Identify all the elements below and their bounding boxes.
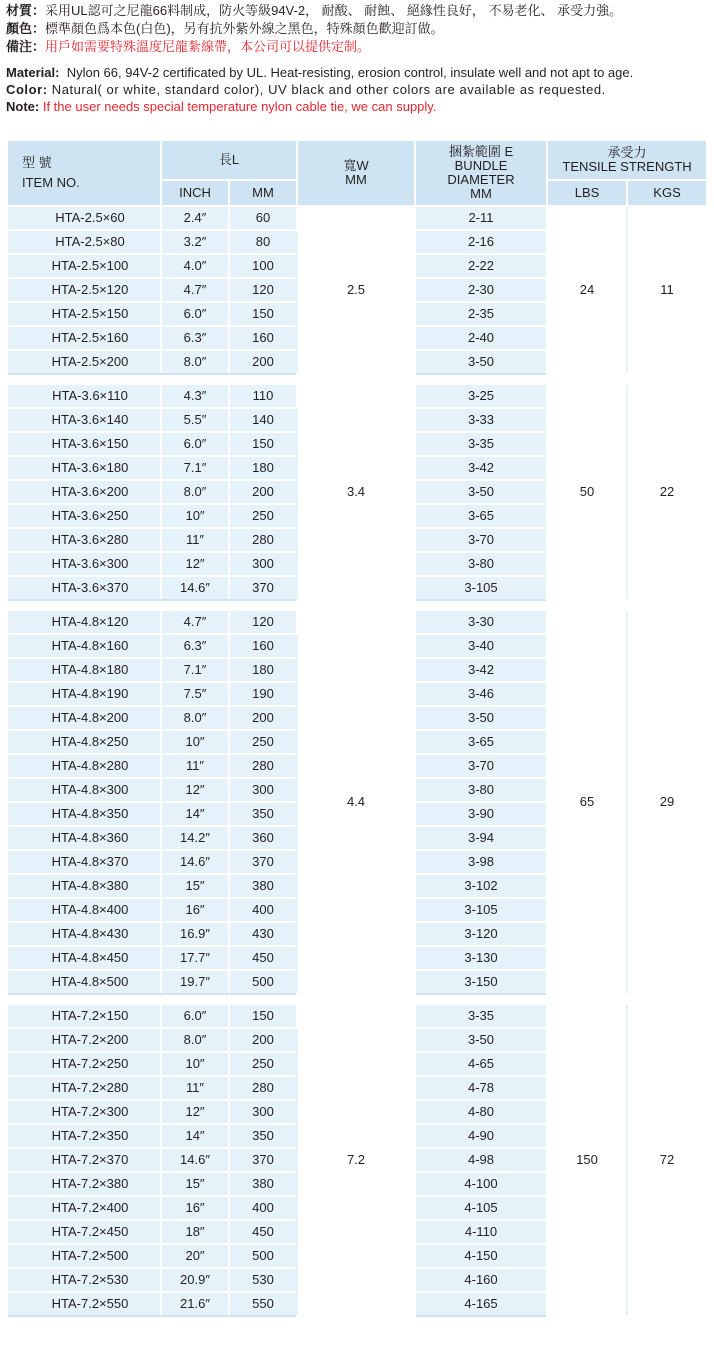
header-bundle-zh: 捆紮範圍 E (448, 144, 514, 159)
length-mm: 160 (229, 326, 297, 350)
tensile-lbs: 65 (547, 611, 627, 994)
length-mm: 450 (229, 946, 297, 970)
item-number: HTA-3.6×280 (8, 528, 161, 552)
length-inch: 4.0″ (161, 254, 229, 278)
length-inch: 4.7″ (161, 278, 229, 302)
header-bundle-unit: MM (470, 186, 492, 201)
item-number: HTA-7.2×250 (8, 1052, 161, 1076)
item-number: HTA-3.6×200 (8, 480, 161, 504)
bundle-diameter: 3-70 (415, 754, 547, 778)
length-mm: 550 (229, 1292, 297, 1316)
length-mm: 150 (229, 432, 297, 456)
length-mm: 280 (229, 528, 297, 552)
length-inch: 6.3″ (161, 634, 229, 658)
length-inch: 6.0″ (161, 302, 229, 326)
bundle-diameter: 4-80 (415, 1100, 547, 1124)
item-number: HTA-7.2×400 (8, 1196, 161, 1220)
length-inch: 12″ (161, 552, 229, 576)
note-en-text: If the user needs special temperature nylon cable tie, we can supply. (42, 99, 437, 114)
header-item (8, 141, 161, 206)
length-mm: 300 (229, 778, 297, 802)
length-inch: 16″ (161, 1196, 229, 1220)
length-inch: 4.3″ (161, 385, 229, 408)
remark-zh-text: 用戶如需要特殊溫度尼龍紮線帶，本公司可以提供定制。 (45, 39, 371, 54)
table-body (8, 206, 706, 1316)
length-inch: 10″ (161, 1052, 229, 1076)
bundle-diameter: 2-16 (415, 230, 547, 254)
length-mm: 200 (229, 350, 297, 374)
group-separator (8, 600, 706, 611)
material-zh-text: 采用UL認可之尼龍66料制成，防火等級94V-2， 耐酸、 耐蝕、 絕緣性良好， 不易老化、 承受力強。 (45, 3, 623, 18)
item-number: HTA-7.2×550 (8, 1292, 161, 1316)
length-inch: 12″ (161, 778, 229, 802)
tensile-kgs: 29 (627, 611, 706, 994)
material-en-line (6, 64, 714, 81)
length-mm: 190 (229, 682, 297, 706)
length-mm: 280 (229, 1076, 297, 1100)
bundle-diameter: 3-42 (415, 456, 547, 480)
length-inch: 17.7″ (161, 946, 229, 970)
bundle-diameter: 3-35 (415, 432, 547, 456)
width-value: 4.4 (297, 611, 415, 994)
length-inch: 6.3″ (161, 326, 229, 350)
item-number: HTA-4.8×430 (8, 922, 161, 946)
color-zh-label: 顏色： (6, 21, 46, 36)
bundle-diameter: 4-98 (415, 1148, 547, 1172)
length-mm: 300 (229, 1100, 297, 1124)
header-tensile-en: TENSILE STRENGTH (562, 159, 692, 174)
bundle-diameter: 3-50 (415, 1028, 547, 1052)
item-number: HTA-7.2×500 (8, 1244, 161, 1268)
bundle-diameter: 4-90 (415, 1124, 547, 1148)
length-inch: 11″ (161, 754, 229, 778)
item-number: HTA-7.2×300 (8, 1100, 161, 1124)
header-mm: MM (229, 180, 297, 206)
bundle-diameter: 3-25 (415, 385, 547, 408)
length-inch: 8.0″ (161, 350, 229, 374)
length-inch: 3.2″ (161, 230, 229, 254)
length-mm: 180 (229, 658, 297, 682)
item-number: HTA-3.6×250 (8, 504, 161, 528)
item-number: HTA-3.6×150 (8, 432, 161, 456)
cable-tie-spec-table (8, 141, 706, 1317)
item-number: HTA-4.8×500 (8, 970, 161, 994)
bundle-diameter: 3-50 (415, 706, 547, 730)
length-inch: 10″ (161, 730, 229, 754)
item-number: HTA-2.5×60 (8, 206, 161, 230)
length-inch: 7.1″ (161, 658, 229, 682)
length-inch: 8.0″ (161, 1028, 229, 1052)
bundle-diameter: 3-35 (415, 1005, 547, 1028)
bundle-diameter: 2-11 (415, 206, 547, 230)
length-mm: 300 (229, 552, 297, 576)
item-number: HTA-4.8×160 (8, 634, 161, 658)
item-number: HTA-2.5×160 (8, 326, 161, 350)
length-inch: 4.7″ (161, 611, 229, 634)
item-number: HTA-4.8×300 (8, 778, 161, 802)
bundle-diameter: 2-22 (415, 254, 547, 278)
bundle-diameter: 4-78 (415, 1076, 547, 1100)
bundle-diameter: 3-50 (415, 350, 547, 374)
length-inch: 14″ (161, 802, 229, 826)
item-number: HTA-4.8×350 (8, 802, 161, 826)
note-en-label: Note: (6, 99, 40, 114)
item-number: HTA-4.8×400 (8, 898, 161, 922)
length-inch: 12″ (161, 1100, 229, 1124)
length-mm: 200 (229, 706, 297, 730)
length-mm: 360 (229, 826, 297, 850)
length-inch: 6.0″ (161, 432, 229, 456)
remark-zh-label: 備注： (6, 39, 46, 54)
material-zh-line (6, 2, 714, 20)
bundle-diameter: 3-130 (415, 946, 547, 970)
bundle-diameter: 3-150 (415, 970, 547, 994)
header-item-zh: 型 號 (22, 155, 52, 170)
length-mm: 160 (229, 634, 297, 658)
bundle-diameter: 4-110 (415, 1220, 547, 1244)
length-mm: 150 (229, 302, 297, 326)
length-inch: 7.1″ (161, 456, 229, 480)
item-number: HTA-7.2×280 (8, 1076, 161, 1100)
bundle-diameter: 3-65 (415, 730, 547, 754)
bundle-diameter: 3-50 (415, 480, 547, 504)
length-inch: 15″ (161, 874, 229, 898)
length-mm: 400 (229, 1196, 297, 1220)
bundle-diameter: 4-165 (415, 1292, 547, 1316)
note-en-line (6, 98, 714, 115)
length-mm: 380 (229, 1172, 297, 1196)
bundle-diameter: 3-46 (415, 682, 547, 706)
table-row (8, 611, 706, 634)
item-number: HTA-4.8×450 (8, 946, 161, 970)
length-mm: 450 (229, 1220, 297, 1244)
item-number: HTA-4.8×190 (8, 682, 161, 706)
tensile-lbs: 24 (547, 206, 627, 374)
item-number: HTA-3.6×370 (8, 576, 161, 600)
length-mm: 80 (229, 230, 297, 254)
length-inch: 8.0″ (161, 706, 229, 730)
tensile-lbs: 50 (547, 385, 627, 600)
item-number: HTA-3.6×300 (8, 552, 161, 576)
item-number: HTA-7.2×350 (8, 1124, 161, 1148)
color-zh-text: 標準顏色爲本色(白色)，另有抗外紫外線之黑色，特殊顏色歡迎訂做。 (45, 21, 444, 36)
item-number: HTA-2.5×200 (8, 350, 161, 374)
length-inch: 20″ (161, 1244, 229, 1268)
length-mm: 500 (229, 1244, 297, 1268)
width-value: 7.2 (297, 1005, 415, 1316)
table-row (8, 206, 706, 230)
color-en-label: Color: (6, 82, 48, 97)
bundle-diameter: 3-30 (415, 611, 547, 634)
bundle-diameter: 3-94 (415, 826, 547, 850)
length-inch: 8.0″ (161, 480, 229, 504)
length-inch: 14.6″ (161, 850, 229, 874)
bundle-diameter: 2-30 (415, 278, 547, 302)
item-number: HTA-2.5×100 (8, 254, 161, 278)
item-number: HTA-3.6×140 (8, 408, 161, 432)
item-number: HTA-7.2×200 (8, 1028, 161, 1052)
bundle-diameter: 3-80 (415, 552, 547, 576)
width-value: 3.4 (297, 385, 415, 600)
material-en-text: Nylon 66, 94V-2 certificated by UL. Heat-resisting, erosion control, insulate well and not apt to age. (66, 65, 634, 80)
header-lbs: LBS (547, 180, 627, 206)
bundle-diameter: 4-100 (415, 1172, 547, 1196)
width-value: 2.5 (297, 206, 415, 374)
length-mm: 60 (229, 206, 297, 230)
length-mm: 250 (229, 730, 297, 754)
item-number: HTA-7.2×380 (8, 1172, 161, 1196)
bundle-diameter: 4-160 (415, 1268, 547, 1292)
item-number: HTA-4.8×370 (8, 850, 161, 874)
item-number: HTA-2.5×150 (8, 302, 161, 326)
length-mm: 100 (229, 254, 297, 278)
material-en-label: Material: (6, 65, 60, 80)
header-bundle-en2: DIAMETER (447, 172, 515, 187)
header-width-unit: MM (345, 172, 367, 187)
item-number: HTA-7.2×450 (8, 1220, 161, 1244)
bundle-diameter: 3-33 (415, 408, 547, 432)
length-inch: 15″ (161, 1172, 229, 1196)
length-inch: 19.7″ (161, 970, 229, 994)
bundle-diameter: 3-102 (415, 874, 547, 898)
item-number: HTA-4.8×120 (8, 611, 161, 634)
item-number: HTA-7.2×150 (8, 1005, 161, 1028)
length-mm: 530 (229, 1268, 297, 1292)
color-zh-line (6, 20, 714, 38)
length-mm: 430 (229, 922, 297, 946)
bundle-diameter: 3-105 (415, 576, 547, 600)
tensile-kgs: 11 (627, 206, 706, 374)
length-mm: 370 (229, 1148, 297, 1172)
item-number: HTA-3.6×180 (8, 456, 161, 480)
length-mm: 200 (229, 480, 297, 504)
bundle-diameter: 4-65 (415, 1052, 547, 1076)
bundle-diameter: 3-70 (415, 528, 547, 552)
item-number: HTA-4.8×360 (8, 826, 161, 850)
item-number: HTA-4.8×280 (8, 754, 161, 778)
bundle-diameter: 3-90 (415, 802, 547, 826)
length-inch: 21.6″ (161, 1292, 229, 1316)
bundle-diameter: 2-40 (415, 326, 547, 350)
material-zh-label: 材質： (6, 3, 46, 18)
length-mm: 350 (229, 802, 297, 826)
length-mm: 200 (229, 1028, 297, 1052)
length-inch: 5.5″ (161, 408, 229, 432)
group-separator (8, 374, 706, 385)
length-mm: 250 (229, 1052, 297, 1076)
length-inch: 6.0″ (161, 1005, 229, 1028)
length-mm: 250 (229, 504, 297, 528)
tensile-kgs: 22 (627, 385, 706, 600)
bundle-diameter: 3-65 (415, 504, 547, 528)
tensile-kgs: 72 (627, 1005, 706, 1316)
item-number: HTA-3.6×110 (8, 385, 161, 408)
table-row (8, 385, 706, 408)
color-en-text: Natural( or white, standard color), UV black and other colors are available as requested. (51, 82, 606, 97)
length-mm: 180 (229, 456, 297, 480)
header-item-en: ITEM NO. (22, 175, 80, 190)
group-separator (8, 994, 706, 1005)
bundle-diameter: 3-42 (415, 658, 547, 682)
tensile-lbs: 150 (547, 1005, 627, 1316)
item-number: HTA-4.8×380 (8, 874, 161, 898)
bundle-diameter: 3-40 (415, 634, 547, 658)
item-number: HTA-4.8×180 (8, 658, 161, 682)
bundle-diameter: 3-80 (415, 778, 547, 802)
length-inch: 18″ (161, 1220, 229, 1244)
bundle-diameter: 4-150 (415, 1244, 547, 1268)
header-bundle (415, 141, 547, 206)
length-inch: 2.4″ (161, 206, 229, 230)
length-inch: 16.9″ (161, 922, 229, 946)
item-number: HTA-4.8×250 (8, 730, 161, 754)
length-mm: 150 (229, 1005, 297, 1028)
length-inch: 14.6″ (161, 576, 229, 600)
length-inch: 14.2″ (161, 826, 229, 850)
header-kgs: KGS (627, 180, 706, 206)
table-row (8, 1005, 706, 1028)
header-bundle-en1: BUNDLE (454, 158, 508, 173)
bundle-diameter: 3-98 (415, 850, 547, 874)
length-mm: 140 (229, 408, 297, 432)
header-inch: INCH (161, 180, 229, 206)
item-number: HTA-2.5×120 (8, 278, 161, 302)
spec-notes (0, 0, 714, 115)
item-number: HTA-7.2×370 (8, 1148, 161, 1172)
table-header (8, 141, 706, 206)
length-mm: 280 (229, 754, 297, 778)
item-number: HTA-2.5×80 (8, 230, 161, 254)
length-inch: 11″ (161, 528, 229, 552)
length-mm: 370 (229, 576, 297, 600)
length-inch: 20.9″ (161, 1268, 229, 1292)
length-mm: 370 (229, 850, 297, 874)
length-inch: 7.5″ (161, 682, 229, 706)
header-length: 長L (161, 141, 297, 180)
length-mm: 110 (229, 385, 297, 408)
bundle-diameter: 2-35 (415, 302, 547, 326)
length-mm: 380 (229, 874, 297, 898)
item-number: HTA-7.2×530 (8, 1268, 161, 1292)
bundle-diameter: 3-120 (415, 922, 547, 946)
color-en-line (6, 81, 714, 98)
length-inch: 16″ (161, 898, 229, 922)
length-mm: 120 (229, 278, 297, 302)
length-mm: 120 (229, 611, 297, 634)
header-width-zh: 寬W (343, 158, 369, 173)
length-inch: 14″ (161, 1124, 229, 1148)
bundle-diameter: 3-105 (415, 898, 547, 922)
length-inch: 11″ (161, 1076, 229, 1100)
header-tensile (547, 141, 706, 180)
remark-zh-line (6, 38, 714, 56)
length-inch: 10″ (161, 504, 229, 528)
length-mm: 400 (229, 898, 297, 922)
bundle-diameter: 4-105 (415, 1196, 547, 1220)
item-number: HTA-4.8×200 (8, 706, 161, 730)
length-mm: 500 (229, 970, 297, 994)
header-width (297, 141, 415, 206)
length-inch: 14.6″ (161, 1148, 229, 1172)
header-tensile-zh: 承受力 (607, 145, 647, 160)
length-mm: 350 (229, 1124, 297, 1148)
